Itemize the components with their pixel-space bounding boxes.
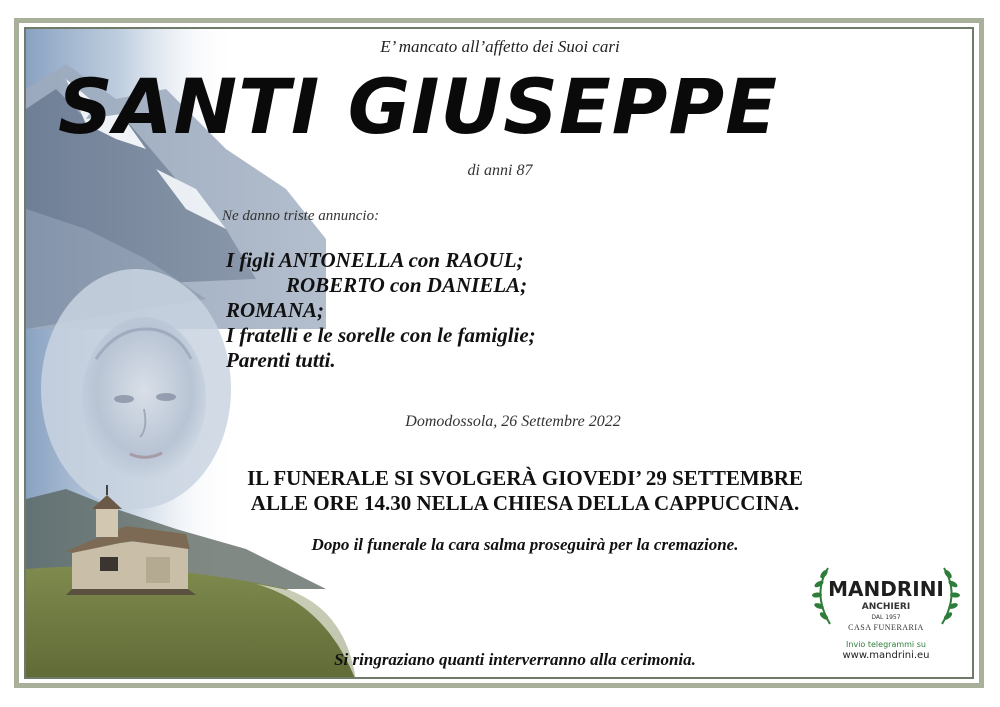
deceased-name: SANTI GIUSEPPE (58, 62, 779, 151)
logo-type: CASA FUNERARIA (848, 623, 924, 632)
family-line: Parenti tutti. (226, 348, 336, 372)
funeral-line: IL FUNERALE SI SVOLGERÀ GIOVEDI’ 29 SETTEMBRE (247, 466, 803, 490)
funeral-info (200, 466, 850, 516)
family-line: I figli ANTONELLA con RAOUL; (226, 248, 524, 272)
logo-subtitle: ANCHIERI (861, 602, 911, 612)
announcement-text: Ne danno triste annuncio: (222, 208, 380, 224)
intro-text: E’ mancato all’affetto dei Suoi cari (380, 37, 620, 56)
family-line: ROMANA; (226, 298, 325, 322)
age-text: di anni 87 (467, 162, 533, 179)
family-line: I fratelli e le sorelle con le famiglie; (226, 323, 536, 347)
place-date: Domodossola, 26 Settembre 2022 (405, 413, 621, 430)
funeral-line: ALLE ORE 14.30 NELLA CHIESA DELLA CAPPUCCINA. (250, 491, 800, 515)
thanks-note: Si ringraziano quanti interverranno alla cerimonia. (334, 650, 696, 669)
cremation-note: Dopo il funerale la cara salma proseguirà per la cremazione. (311, 535, 739, 554)
logo-since: DAL 1957 (871, 614, 901, 621)
funeral-home-logo (808, 560, 964, 670)
family-line: ROBERTO con DANIELA; (286, 273, 528, 297)
telegram-note: Invio telegrammi su (846, 640, 926, 649)
website-link[interactable]: www.mandrini.eu (842, 650, 930, 661)
logo-brand: MANDRINI (828, 577, 944, 601)
family-list (226, 248, 536, 373)
